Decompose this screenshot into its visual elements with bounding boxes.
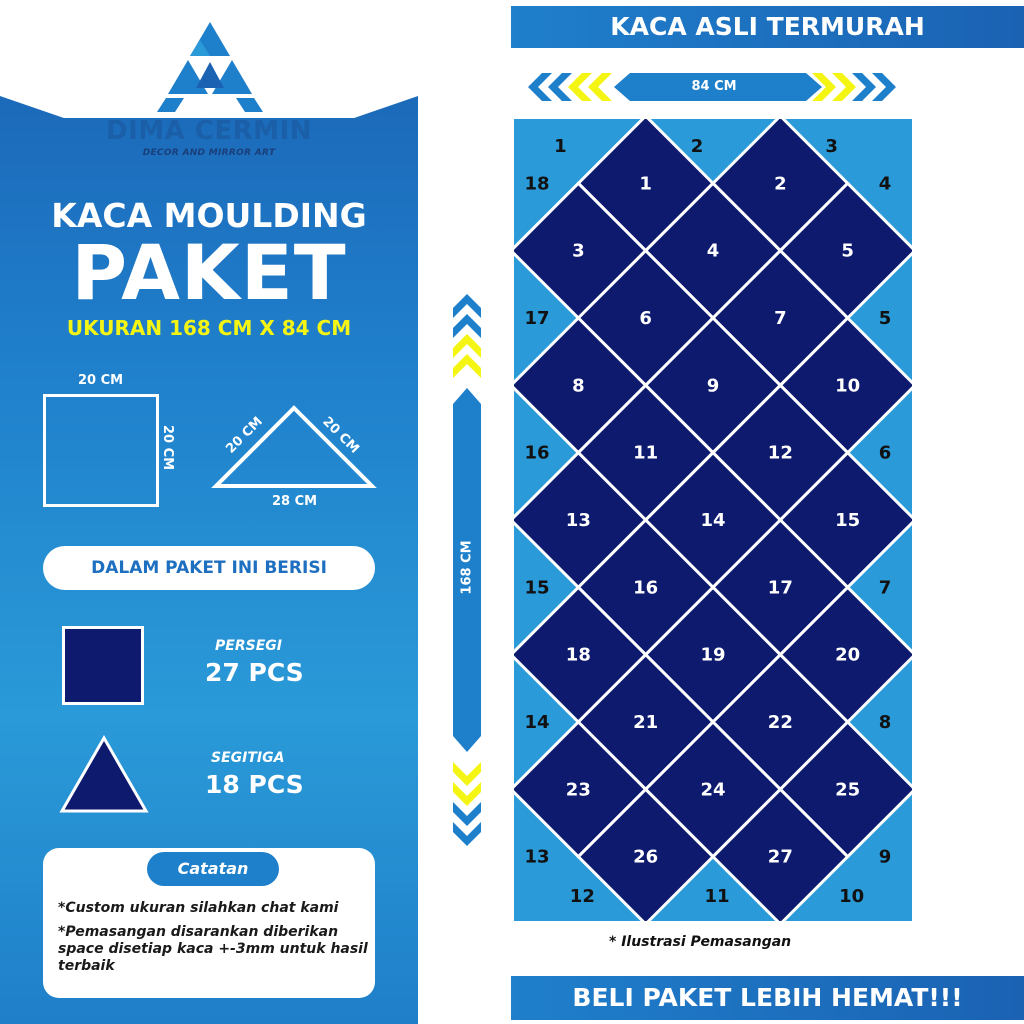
triangle-number-left: 14	[524, 712, 550, 733]
square-number: 7	[774, 308, 787, 329]
brand-tagline: DECOR AND MIRROR ART	[142, 148, 276, 158]
square-number: 14	[700, 510, 726, 531]
triangle-number-right: 5	[878, 308, 892, 329]
square-number: 12	[767, 442, 793, 464]
square-number: 13	[565, 510, 591, 531]
triangle-base-dimension: 28 CM	[272, 494, 318, 509]
square-number: 17	[767, 577, 793, 599]
height-label: 168 CM	[459, 540, 475, 595]
square-number: 23	[565, 779, 591, 801]
square-piece-count: 27 PCS	[205, 658, 304, 687]
triangle-number-right: 6	[878, 442, 892, 464]
square-number: 1	[639, 173, 652, 195]
triangle-number-right: 4	[878, 173, 892, 195]
triangle-number-right: 8	[878, 712, 892, 733]
square-number: 20	[835, 644, 861, 666]
mirror-layout	[511, 116, 915, 924]
notes-heading: Catatan	[177, 859, 249, 878]
square-number: 16	[633, 577, 659, 599]
width-label: 84 CM	[691, 79, 737, 94]
square-number: 24	[700, 779, 726, 801]
top-banner: KACA ASLI TERMURAH	[511, 6, 1024, 48]
square-number: 5	[841, 240, 854, 262]
bottom-banner: BELI PAKET LEBIH HEMAT!!!	[511, 976, 1024, 1020]
square-number: 3	[572, 240, 585, 262]
square-number: 19	[700, 644, 726, 666]
triangle-number-left: 15	[524, 577, 550, 599]
triangle-number-left: 13	[524, 846, 550, 868]
triangle-right-dimension: 20 CM	[319, 414, 362, 457]
square-piece-label: PERSEGI	[215, 638, 282, 654]
triangle-number-left: 17	[524, 308, 550, 329]
triangle-number-bottom: 12	[569, 886, 595, 907]
triangle-piece-label: SEGITIGA	[211, 750, 285, 766]
contents-heading: DALAM PAKET INI BERISI	[91, 558, 327, 578]
illustration-note: * Ilustrasi Pemasangan	[609, 934, 792, 950]
triangle-number-top: 2	[690, 136, 704, 157]
notes-heading-pill	[147, 852, 279, 886]
mirror-pattern-svg	[511, 116, 915, 924]
headline-line2: PAKET	[71, 228, 347, 317]
square-number: 2	[774, 173, 787, 195]
triangle-number-left: 18	[524, 173, 550, 195]
square-number: 11	[633, 442, 659, 464]
square-number: 26	[633, 846, 659, 868]
left-panel	[0, 0, 418, 1024]
square-number: 18	[565, 644, 591, 666]
triangle-number-top: 3	[825, 136, 838, 157]
square-number: 4	[706, 240, 720, 262]
square-number: 21	[633, 712, 659, 733]
headline-size: UKURAN 168 CM X 84 CM	[66, 316, 352, 340]
triangle-left-dimension: 20 CM	[223, 414, 266, 457]
headline-line1: KACA MOULDING	[51, 196, 367, 235]
triangle-number-right: 7	[878, 577, 892, 599]
square-number: 6	[639, 308, 652, 329]
square-number: 10	[835, 375, 861, 397]
square-number: 15	[835, 510, 861, 531]
square-outline	[43, 394, 159, 507]
contents-heading-pill	[43, 546, 375, 590]
triangle-piece-count: 18 PCS	[205, 770, 304, 799]
triangle-number-right: 9	[878, 846, 892, 868]
square-top-dimension: 20 CM	[78, 373, 124, 388]
square-number: 25	[835, 779, 861, 801]
brand-name: DIMA CERMIN	[106, 116, 312, 146]
square-piece-icon	[62, 626, 144, 705]
square-number: 8	[572, 375, 585, 397]
triangle-number-bottom: 11	[704, 886, 730, 907]
note-line-1: *Custom ukuran silahkan chat kami	[58, 900, 339, 916]
square-number: 22	[767, 712, 793, 733]
dima-cermin-logo-icon	[154, 18, 266, 112]
triangle-number-left: 16	[524, 442, 550, 464]
square-number: 9	[706, 375, 720, 397]
triangle-number-top: 1	[554, 136, 567, 157]
square-number: 27	[767, 846, 793, 868]
note-line-2: *Pemasangan disarankan diberikan space disetiap kaca +-3mm untuk hasil terbaik	[58, 924, 368, 974]
triangle-piece-icon	[58, 734, 150, 814]
triangle-number-bottom: 10	[839, 886, 865, 907]
square-side-dimension: 20 CM	[160, 424, 176, 471]
